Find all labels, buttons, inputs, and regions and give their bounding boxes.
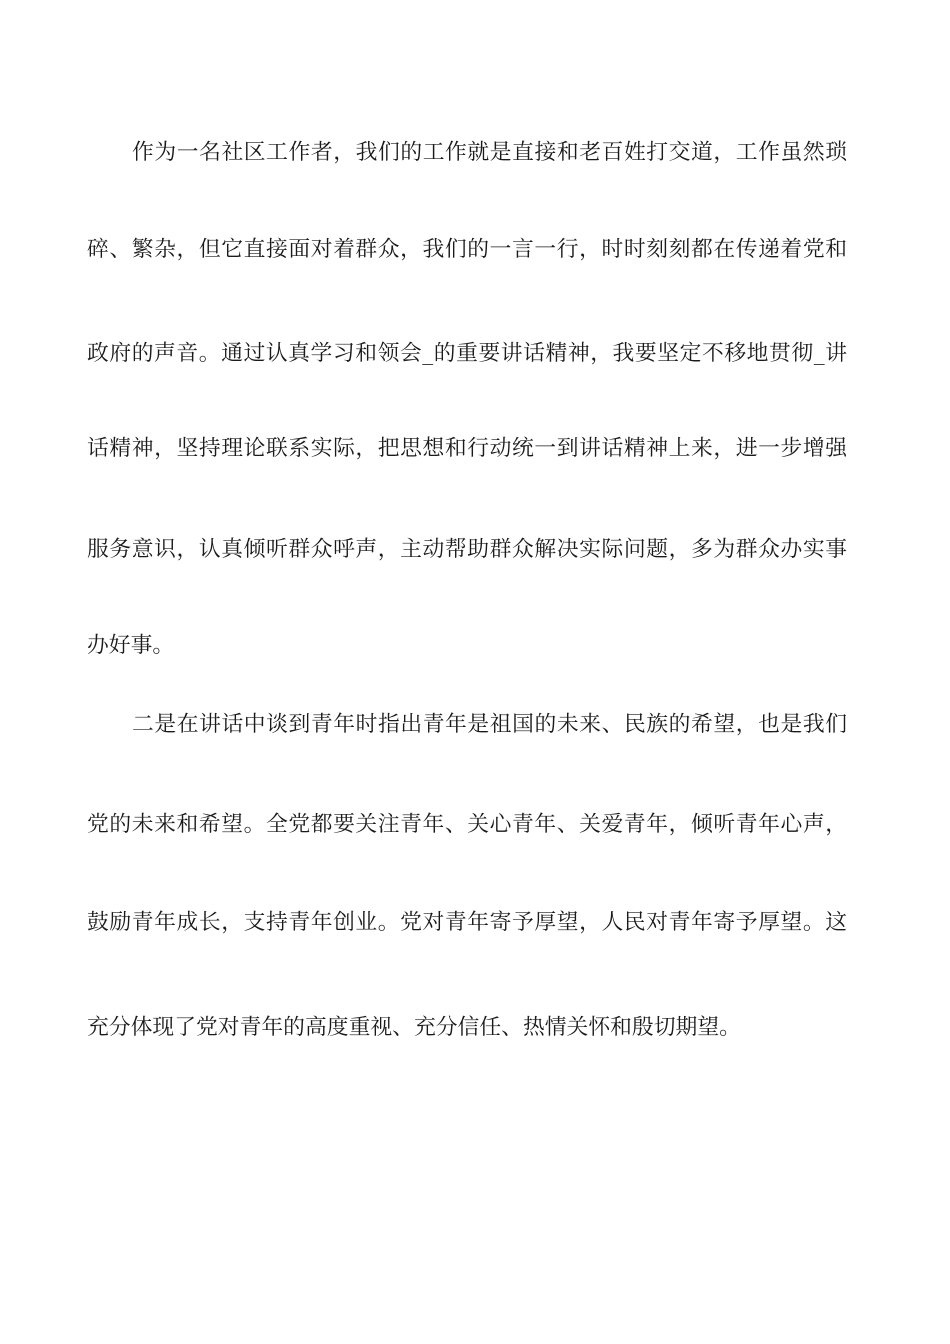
paragraph-line: 作为一名社区工作者，我们的工作就是直接和老百姓打交道，工作虽然琐 [132, 140, 847, 165]
paragraph-line: 充分体现了党对青年的高度重视、充分信任、热情关怀和殷切期望。 [87, 1015, 741, 1040]
paragraph-line: 鼓励青年成长，支持青年创业。党对青年寄予厚望，人民对青年寄予厚望。这 [87, 910, 847, 935]
paragraph-line: 话精神，坚持理论联系实际，把思想和行动统一到讲话精神上来，进一步增强 [87, 436, 847, 461]
paragraph-line: 二是在讲话中谈到青年时指出青年是祖国的未来、民族的希望，也是我们 [132, 712, 847, 737]
paragraph-line: 政府的声音。通过认真学习和领会_的重要讲话精神，我要坚定不移地贯彻_讲 [87, 341, 847, 366]
paragraph-line: 党的未来和希望。全党都要关注青年、关心青年、关爱青年，倾听青年心声， [87, 812, 847, 837]
paragraph-line: 服务意识，认真倾听群众呼声，主动帮助群众解决实际问题，多为群众办实事 [87, 537, 847, 562]
paragraph-line: 碎、繁杂，但它直接面对着群众，我们的一言一行，时时刻刻都在传递着党和 [87, 237, 847, 262]
paragraph-line: 办好事。 [87, 633, 175, 658]
